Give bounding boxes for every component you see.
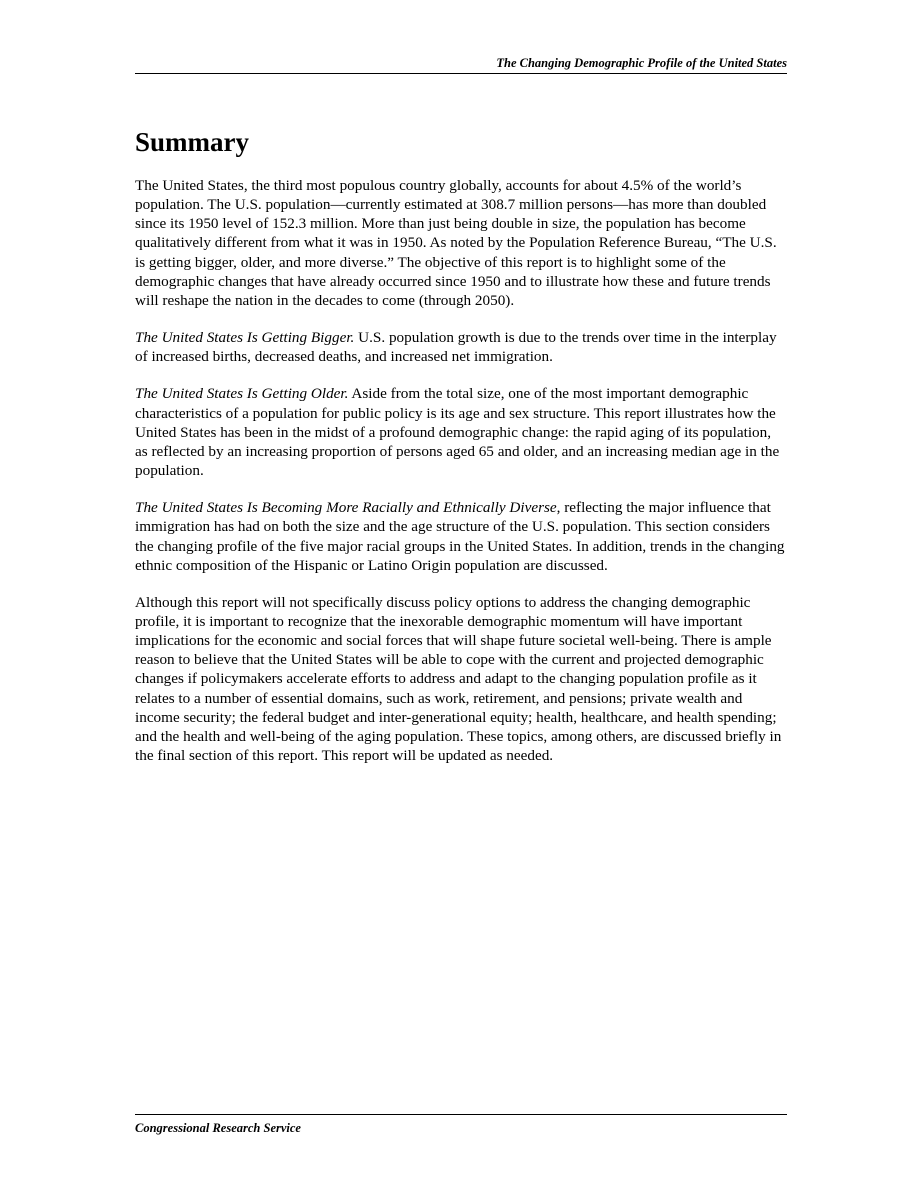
page-footer [135,1114,787,1136]
paragraph-older-text: Aside from the total size, one of the most important demographic characteristics of a population for public policy is its age and sex structure. This report illustrates how the United States has been in the midst of a profound demographic change: the rapid aging of its population, as reflected by an increasing proportion of persons aged 65 and older, and an increasing median age in the population. [135,385,780,480]
paragraph-older [135,384,787,480]
paragraph-older-lead: The United States Is Getting Older. [135,385,349,403]
paragraph-bigger-lead: The United States Is Getting Bigger. [135,329,355,347]
page-title: Summary [135,127,249,157]
paragraph-bigger-text: U.S. population growth is due to the trends over time in the interplay of increased births, decreased deaths, and increased net immigration. [135,329,777,366]
summary-body [135,176,787,783]
paragraph-diverse-text: , reflecting the major influence that immigration has had on both the size and the age structure of the U.S. population. This section considers the changing profile of the five major racial groups in the United States. In addition, trends in the changing ethnic composition of the Hispanic or Latino Origin population are discussed. [135,499,785,574]
paragraph-policy: Although this report will not specifically discuss policy options to address the changing demographic profile, it is important to recognize that the inexorable demographic momentum will have important implications for the economic and social forces that will shape future societal well-being. There is ample reason to believe that the United States will be able to cope with the current and projected demographic changes if policymakers accelerate efforts to address and adapt to the changing population profile as it relates to a number of essential domains, such as work, retirement, and pensions; private wealth and income security; the federal budget and inter-generational equity; health, healthcare, and health spending; and the health and well-being of the aging population. These topics, among others, are discussed briefly in the final section of this report. This report will be updated as needed. [135,593,782,765]
paragraph-intro: The United States, the third most populous country globally, accounts for about 4.5% of the world’s population. The U.S. population—currently estimated at 308.7 million persons—has more than doubled since its 1950 level of 152.3 million. More than just being double in size, the population has become qualitatively different from what it was in 1950. As noted by the Population Reference Bureau, “The U.S. is getting bigger, older, and more diverse.” The objective of this report is to highlight some of the demographic changes that have already occurred since 1950 and to illustrate how these and future trends will reshape the nation in the decades to come (through 2050). [135,177,777,309]
paragraph-diverse-lead: The United States Is Becoming More Racially and Ethnically Diverse [135,499,557,517]
running-title: The Changing Demographic Profile of the United States [496,56,787,70]
paragraph-bigger [135,328,787,366]
paragraph-diverse [135,498,787,575]
footer-source: Congressional Research Service [135,1121,301,1135]
running-header [135,56,787,74]
